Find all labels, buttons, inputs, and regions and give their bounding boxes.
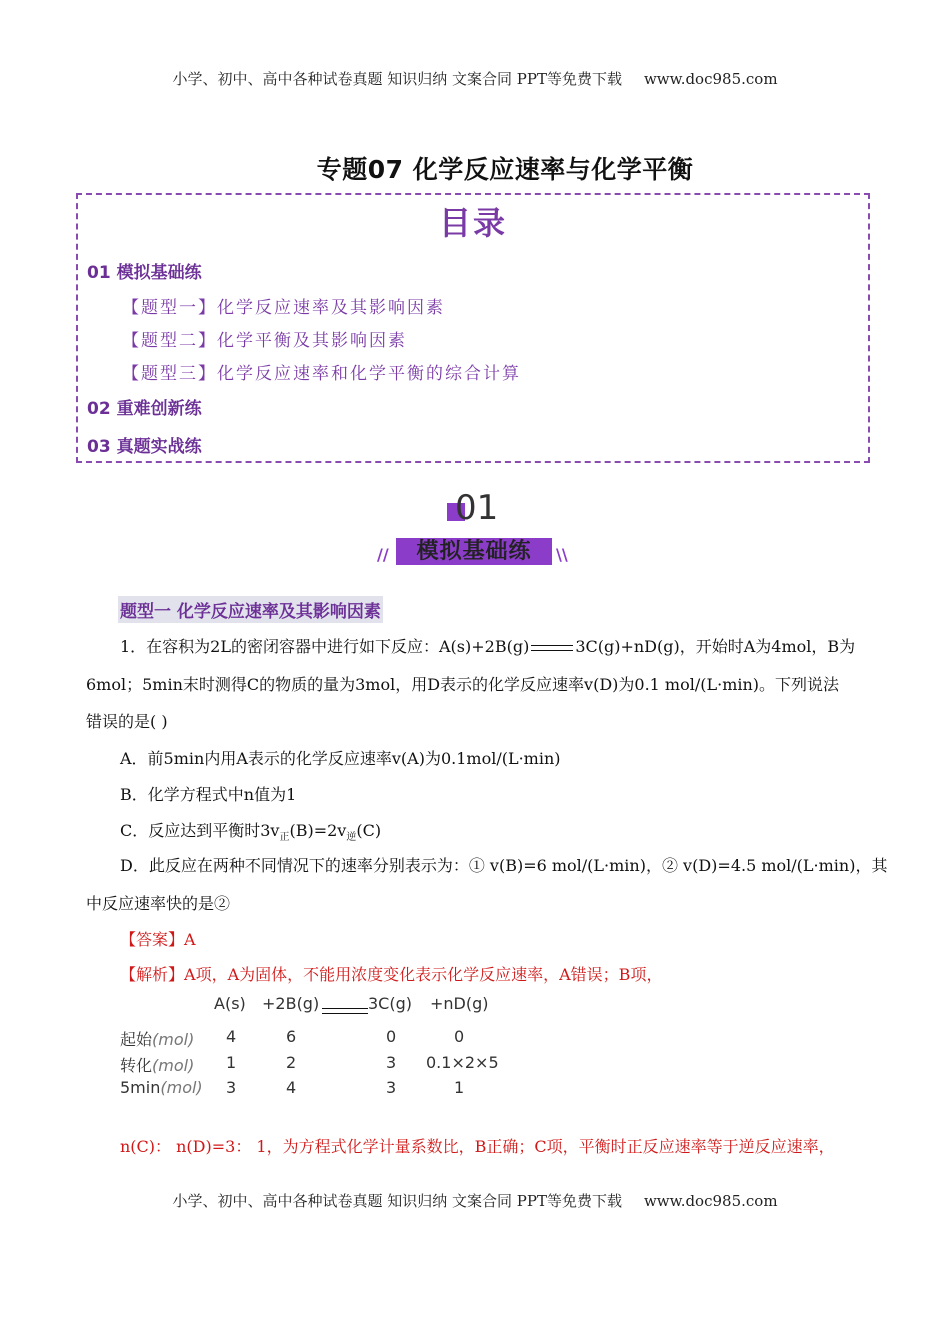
question-line-1b: 3C(g)+nD(g)，开始时A为4mol，B为 <box>575 637 856 656</box>
table-header-b: +2B(g) <box>262 994 320 1013</box>
toc-sub-2[interactable]: 【题型二】化学平衡及其影响因素 <box>122 331 407 351</box>
table-row-3-label <box>120 1078 203 1097</box>
option-b: B．化学方程式中n值为1 <box>120 785 297 804</box>
type-heading: 题型一 化学反应速率及其影响因素 <box>118 596 383 623</box>
page-header <box>0 68 950 89</box>
analysis-last-line: n(C)： n(D)=3： 1，为方程式化学计量系数比，B正确；C项，平衡时正反应速率等于逆反应速率， <box>120 1137 835 1156</box>
table-row-2-label <box>120 1053 194 1076</box>
badge-slash-left: // <box>377 545 389 564</box>
row-unit: (mol) <box>152 1030 195 1049</box>
badge-label: 模拟基础练 <box>416 539 532 564</box>
answer-value: A <box>184 930 196 949</box>
table-cell: 0 <box>386 1027 397 1046</box>
table-cell: 0 <box>454 1027 465 1046</box>
table-header-a: A(s) <box>214 994 246 1013</box>
analysis-text: A项，A为固体，不能用浓度变化表示化学反应速率，A错误；B项， <box>184 965 663 984</box>
badge-number: 01 <box>455 488 499 528</box>
option-c-pre: C．反应达到平衡时3v <box>120 821 280 840</box>
table-header-d: +nD(g) <box>430 994 489 1013</box>
row-label: 起始 <box>120 1030 153 1049</box>
question-line-1 <box>120 634 855 657</box>
table-cell: 1 <box>226 1053 237 1072</box>
option-c-mid: (B)=2v <box>289 821 347 840</box>
toc-sub-1[interactable]: 【题型一】化学反应速率及其影响因素 <box>122 298 445 318</box>
table-cell: 6 <box>286 1027 297 1046</box>
option-c <box>120 818 381 843</box>
toc-heading: 目录 <box>438 204 507 242</box>
answer <box>120 927 196 950</box>
page-title: 专题07 化学反应速率与化学平衡 <box>316 155 694 184</box>
footer-url[interactable]: www.doc985.com <box>643 1192 778 1210</box>
table-cell: 4 <box>226 1027 237 1046</box>
toc-section-1[interactable]: 01 模拟基础练 <box>87 263 202 283</box>
table-equilibrium-arrow-icon <box>320 1000 366 1010</box>
option-d-line-1: D．此反应在两种不同情况下的速率分别表示为：① v(B)=6 mol/(L·min)，② v(D)=4.5 mol/(L·min)，其 <box>120 856 888 875</box>
table-cell: 2 <box>286 1053 297 1072</box>
analysis <box>120 962 662 985</box>
header-url[interactable]: www.doc985.com <box>643 70 778 88</box>
table-cell: 0.1×2×5 <box>426 1053 499 1072</box>
option-a: A．前5min内用A表示的化学反应速率v(A)为0.1mol/(L·min) <box>120 749 561 768</box>
toc-sub-3[interactable]: 【题型三】化学反应速率和化学平衡的综合计算 <box>122 364 521 384</box>
option-d-line-2: 中反应速率快的是② <box>86 894 231 913</box>
table-cell: 3 <box>226 1078 237 1097</box>
table-cell: 4 <box>286 1078 297 1097</box>
equilibrium-arrow-icon <box>531 643 573 653</box>
row-unit: (mol) <box>152 1056 195 1075</box>
table-cell: 3 <box>386 1078 397 1097</box>
header-text: 小学、初中、高中各种试卷真题 知识归纳 文案合同 PPT等免费下载 <box>172 70 622 88</box>
option-c-sub-1: 正 <box>279 832 290 844</box>
table-cell: 1 <box>454 1078 465 1097</box>
footer-text: 小学、初中、高中各种试卷真题 知识归纳 文案合同 PPT等免费下载 <box>172 1192 622 1210</box>
badge-slash-right: \\ <box>556 545 568 564</box>
analysis-label: 【解析】 <box>120 965 185 984</box>
option-c-post: (C) <box>356 821 382 840</box>
row-unit: (mol) <box>160 1078 203 1097</box>
answer-label: 【答案】 <box>120 930 185 949</box>
row-label: 转化 <box>120 1056 153 1075</box>
question-line-2: 6mol；5min末时测得C的物质的量为3mol，用D表示的化学反应速率v(D)为0.1 mol/(L·min)。下列说法 <box>86 675 840 694</box>
option-c-sub-2: 逆 <box>346 832 357 844</box>
table-cell: 3 <box>386 1053 397 1072</box>
page-footer <box>0 1190 950 1211</box>
question-line-1a: 1．在容积为2L的密闭容器中进行如下反应：A(s)+2B(g) <box>120 637 530 656</box>
table-row-1-label <box>120 1027 194 1050</box>
question-line-3: 错误的是( ) <box>86 712 168 731</box>
toc-section-3[interactable]: 03 真题实战练 <box>87 437 202 457</box>
toc-section-2[interactable]: 02 重难创新练 <box>87 399 202 419</box>
row-label: 5min <box>120 1078 161 1097</box>
table-header-c: 3C(g) <box>368 994 412 1013</box>
